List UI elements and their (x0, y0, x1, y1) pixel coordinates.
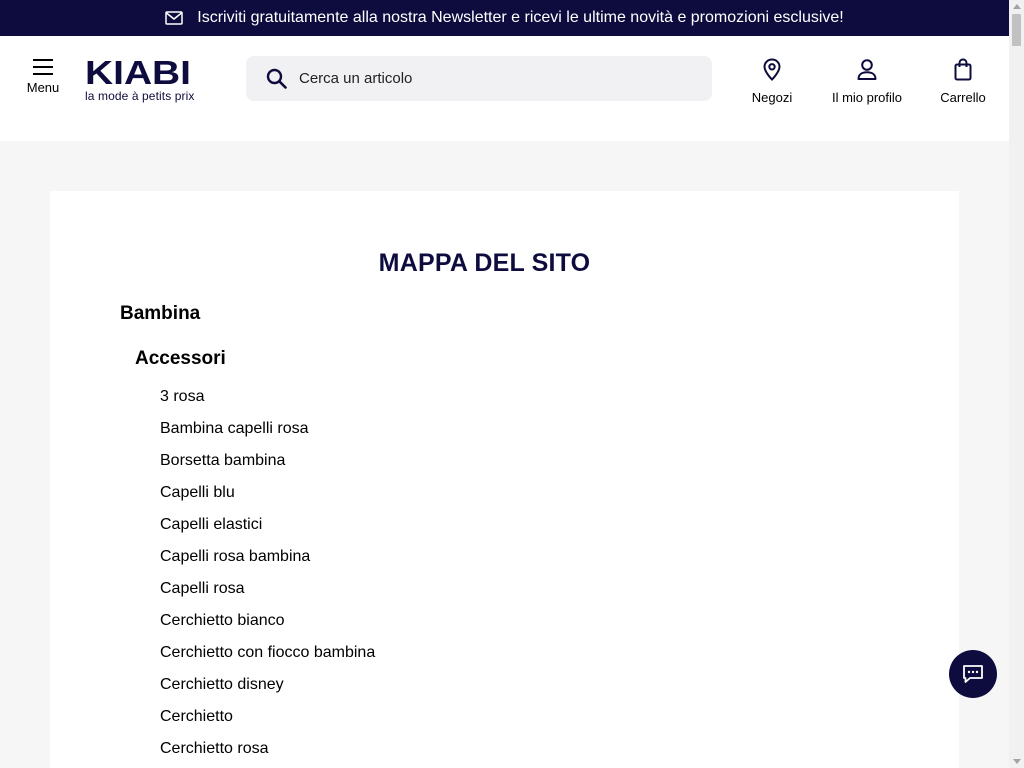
hamburger-menu-icon (33, 58, 53, 76)
list-item (160, 579, 375, 611)
sitemap-link[interactable]: Cerchietto con fiocco bambina (160, 644, 376, 661)
scroll-down-arrow-icon[interactable] (1013, 759, 1021, 764)
sitemap-link[interactable]: Capelli rosa bambina (160, 548, 311, 565)
sitemap-subcategory-heading: Accessori (135, 348, 226, 369)
newsletter-promo-bar[interactable] (0, 0, 1009, 36)
scrollbar-thumb[interactable] (1012, 14, 1021, 46)
list-item (160, 483, 375, 515)
profile-label: Il mio profilo (831, 90, 903, 105)
logo-wordmark: KIABI (85, 54, 192, 91)
list-item (160, 547, 375, 579)
site-header (0, 36, 1009, 141)
menu-label: Menu (26, 80, 60, 95)
logo-tagline: la mode à petits prix (85, 89, 195, 103)
sitemap-link[interactable]: Cerchietto disney (160, 676, 284, 693)
sitemap-link[interactable]: Capelli elastici (160, 516, 263, 533)
profile-link[interactable] (826, 58, 908, 105)
scroll-up-arrow-icon[interactable] (1013, 4, 1021, 9)
sitemap-link[interactable]: Cerchietto bianco (160, 612, 285, 629)
sitemap-link[interactable]: Cerchietto (160, 708, 233, 725)
user-icon (857, 58, 877, 81)
newsletter-promo-text: Iscriviti gratuitamente alla nostra Newsletter e ricevi le ultime novità e promozioni esclusive! (197, 9, 844, 26)
sitemap-link[interactable]: 3 rosa (160, 388, 205, 405)
sitemap-category-heading: Bambina (120, 303, 201, 324)
location-pin-icon (763, 58, 781, 81)
sitemap-link-list (160, 387, 375, 768)
sitemap-link[interactable]: Bambina capelli rosa (160, 420, 309, 437)
list-item (160, 739, 375, 768)
list-item (160, 611, 375, 643)
sitemap-card (50, 191, 959, 768)
cart-label: Carrello (940, 90, 986, 105)
list-item (160, 451, 375, 483)
list-item (160, 387, 375, 419)
chat-button[interactable] (949, 650, 997, 698)
menu-button[interactable] (22, 58, 64, 104)
sitemap-link[interactable]: Capelli blu (160, 484, 235, 501)
stores-link[interactable] (745, 58, 799, 105)
search-icon (266, 68, 287, 89)
list-item (160, 643, 375, 675)
list-item (160, 675, 375, 707)
shopping-bag-icon (954, 58, 972, 81)
stores-label: Negozi (751, 90, 793, 105)
chat-icon (962, 664, 984, 684)
search-bar[interactable] (246, 56, 712, 101)
kiabi-logo[interactable] (85, 54, 210, 103)
list-item (160, 515, 375, 547)
cart-link[interactable] (937, 58, 989, 105)
sitemap-link[interactable]: Borsetta bambina (160, 452, 286, 469)
list-item (160, 419, 375, 451)
sitemap-link[interactable]: Cerchietto rosa (160, 740, 269, 757)
sitemap-link[interactable]: Capelli rosa (160, 580, 245, 597)
list-item (160, 707, 375, 739)
page-scrollbar[interactable] (1009, 0, 1024, 768)
search-input[interactable] (299, 70, 679, 87)
page-title: MAPPA DEL SITO (378, 249, 591, 277)
mail-icon (165, 11, 183, 25)
